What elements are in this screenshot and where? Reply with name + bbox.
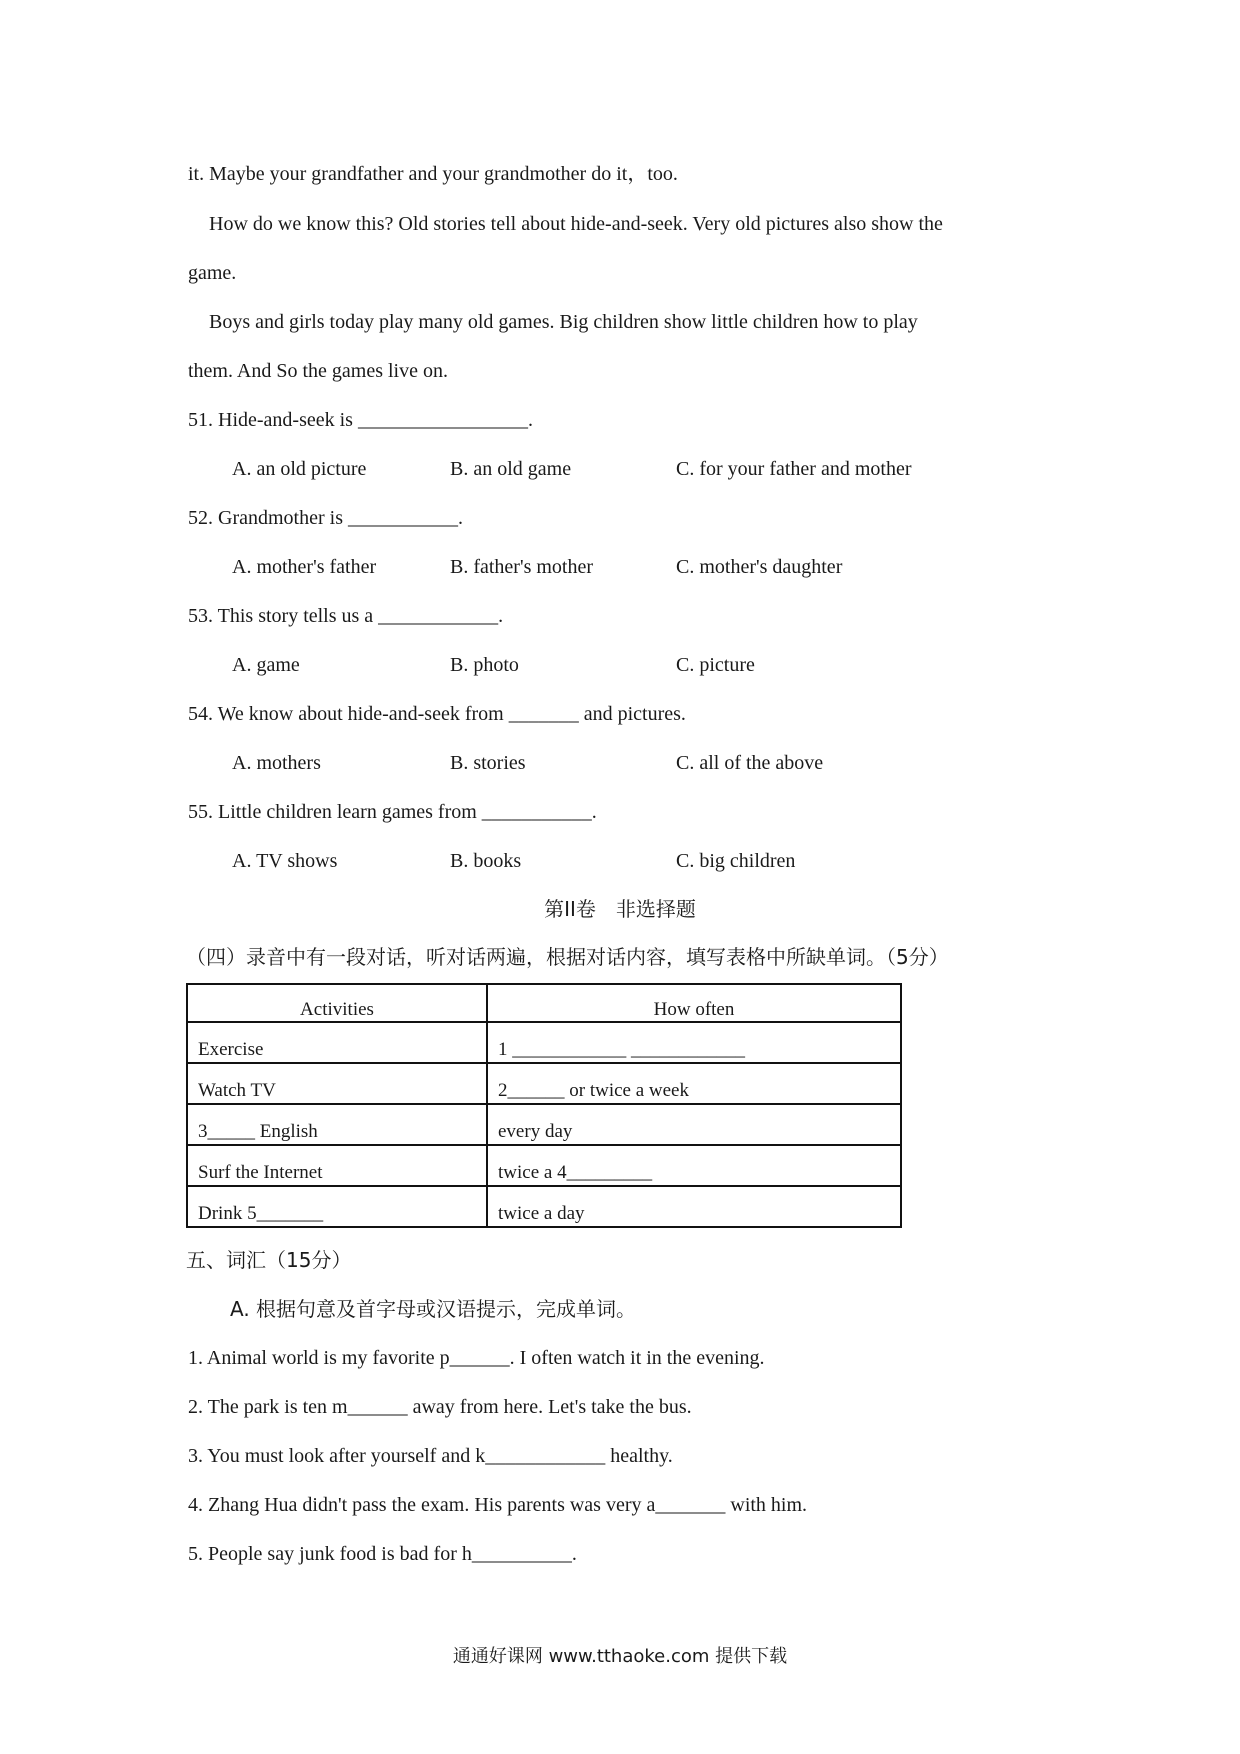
section-2-heading: 第II卷 非选择题	[544, 897, 696, 921]
table-row	[187, 1145, 901, 1186]
question-51: 51. Hide-and-seek is _________________.	[188, 409, 533, 431]
q51-option-a: A. an old picture	[232, 458, 367, 480]
table-header-how-often: How often	[487, 984, 901, 1022]
passage-line-2: How do we know this? Old stories tell about hide-and-seek. Very old pictures also show the	[209, 213, 943, 235]
q55-option-c: C. big children	[676, 850, 796, 872]
question-54: 54. We know about hide-and-seek from _______ and pictures.	[188, 703, 686, 725]
table-row	[187, 1022, 901, 1063]
q53-option-c: C. picture	[676, 654, 755, 676]
q51-option-b: B. an old game	[450, 458, 572, 480]
q54-option-b: B. stories	[450, 752, 526, 774]
q53-option-b: B. photo	[450, 654, 519, 676]
vocabulary-item-4: 4. Zhang Hua didn't pass the exam. His parents was very a_______ with him.	[188, 1494, 808, 1516]
table-row	[187, 1186, 901, 1227]
table-cell-activity: Watch TV	[187, 1063, 487, 1104]
vocabulary-item-3: 3. You must look after yourself and k____________ healthy.	[188, 1445, 673, 1467]
q51-option-c: C. for your father and mother	[676, 458, 912, 480]
question-53: 53. This story tells us a ____________.	[188, 605, 504, 627]
passage-line-5: them. And So the games live on.	[188, 360, 448, 382]
table-header-activities: Activities	[187, 984, 487, 1022]
table-header-row	[187, 984, 901, 1022]
q53-option-a: A. game	[232, 654, 300, 676]
table-cell-frequency: twice a day	[487, 1186, 901, 1227]
table-cell-activity: Surf the Internet	[187, 1145, 487, 1186]
table-cell-activity: Exercise	[187, 1022, 487, 1063]
vocabulary-item-5: 5. People say junk food is bad for h__________.	[188, 1543, 577, 1565]
q52-option-b: B. father's mother	[450, 556, 594, 578]
table-cell-frequency: 2______ or twice a week	[487, 1063, 901, 1104]
question-55: 55. Little children learn games from ___________.	[188, 801, 597, 823]
q52-option-c: C. mother's daughter	[676, 556, 843, 578]
vocabulary-heading: 五、词汇（15分）	[186, 1248, 352, 1272]
vocabulary-part-a-instruction: A. 根据句意及首字母或汉语提示，完成单词。	[230, 1297, 637, 1321]
table-cell-frequency: every day	[487, 1104, 901, 1145]
listening-instruction: （四）录音中有一段对话，听对话两遍，根据对话内容，填写表格中所缺单词。（5分）	[186, 945, 949, 969]
passage-line-3: game.	[188, 262, 237, 284]
q55-option-a: A. TV shows	[232, 850, 338, 872]
question-52: 52. Grandmother is ___________.	[188, 507, 463, 529]
table-cell-frequency: 1 ____________ ____________	[487, 1022, 901, 1063]
passage-line-1: it. Maybe your grandfather and your grandmother do it，too.	[188, 163, 678, 185]
activities-table	[186, 983, 902, 1228]
page-footer: 通通好课网 www.tthaoke.com 提供下载	[452, 1646, 788, 1667]
table-cell-frequency: twice a 4_________	[487, 1145, 901, 1186]
passage-line-4: Boys and girls today play many old games. Big children show little children how to play	[209, 311, 918, 333]
q54-option-c: C. all of the above	[676, 752, 824, 774]
q55-option-b: B. books	[450, 850, 522, 872]
q52-option-a: A. mother's father	[232, 556, 377, 578]
table-cell-activity: 3_____ English	[187, 1104, 487, 1145]
q54-option-a: A. mothers	[232, 752, 321, 774]
table-cell-activity: Drink 5_______	[187, 1186, 487, 1227]
table-row	[187, 1063, 901, 1104]
table-row	[187, 1104, 901, 1145]
vocabulary-item-2: 2. The park is ten m______ away from here. Let's take the bus.	[188, 1396, 692, 1418]
vocabulary-item-1: 1. Animal world is my favorite p______. I often watch it in the evening.	[188, 1347, 765, 1369]
